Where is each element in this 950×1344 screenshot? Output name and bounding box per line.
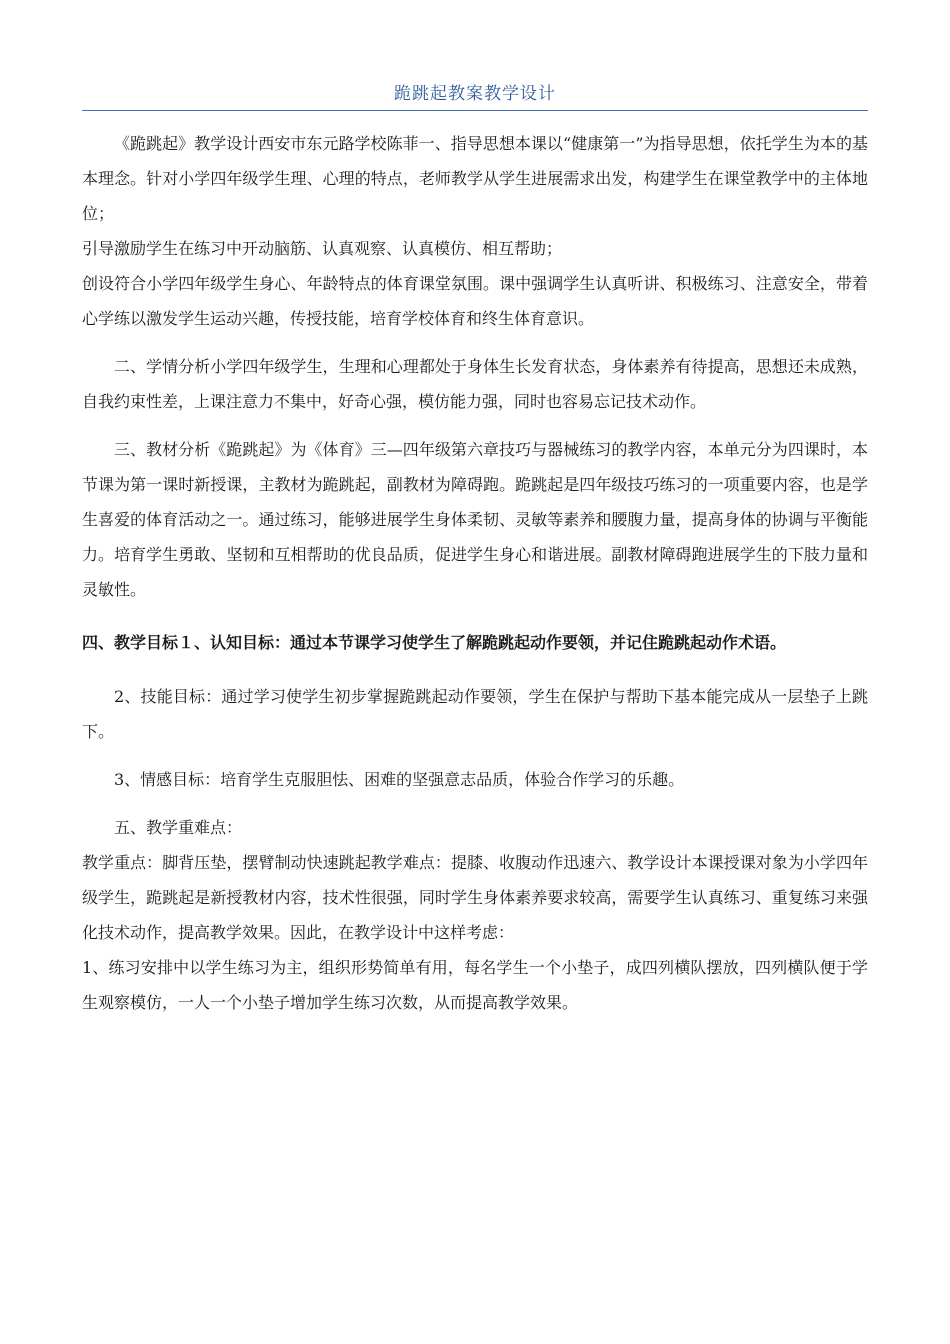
- page-title: 跪跳起教案教学设计: [394, 84, 556, 104]
- page-header: [82, 84, 868, 111]
- paragraph-teaching-goals: 四、教学目标１、认知目标：通过本节课学习使学生了解跪跳起动作要领，并记住跪跳起动作术语。: [82, 633, 787, 652]
- paragraph-key-points-heading: 五、教学重难点：: [114, 818, 243, 837]
- paragraph-emotion-goal: 3、情感目标：培育学生克服胆怯、困难的坚强意志品质，体验合作学习的乐趣。: [114, 770, 685, 789]
- paragraph-atmosphere: 创设符合小学四年级学生身心、年龄特点的体育课堂氛围。课中强调学生认真听讲、积极练习、注意安全，带着心学练以激发学生运动兴趣，传授技能，培育学校体育和终生体育意识。: [82, 274, 868, 328]
- paragraph-skill-goal: 2、技能目标：通过学习使学生初步掌握跪跳起动作要领，学生在保护与帮助下基本能完成从一层垫子上跳下。: [82, 687, 868, 741]
- paragraph-key-points: 教学重点：脚背压垫，摆臂制动快速跳起教学难点：提膝、收腹动作迅速六、教学设计本课授课对象为小学四年级学生，跪跳起是新授教材内容，技术性很强，同时学生身体素养要求较高，需要学生认真练习、重复练习来强化技术动作，提高教学效果。因此，在教学设计中这样考虑：: [82, 853, 868, 942]
- document-body: [82, 126, 868, 1020]
- paragraph-practice-arrangement: 1、练习安排中以学生练习为主，组织形势简单有用，每名学生一个小垫子，成四列横队摆放，四列横队便于学生观察模仿，一人一个小垫子增加学生练习次数，从而提高教学效果。: [82, 958, 868, 1012]
- paragraph-intro: 《跪跳起》教学设计西安市东元路学校陈菲一、指导思想本课以“健康第一”为指导思想，依托学生为本的基本理念。针对小学四年级学生理、心理的特点，老师教学从学生进展需求出发，构建学生在课堂教学中的主体地位；: [82, 134, 868, 223]
- paragraph-guidance: 引导激励学生在练习中开动脑筋、认真观察、认真模仿、相互帮助；: [82, 239, 563, 258]
- paragraph-material-analysis: 三、教材分析《跪跳起》为《体育》三—四年级第六章技巧与器械练习的教学内容，本单元分为四课时，本节课为第一课时新授课，主教材为跪跳起，副教材为障碍跑。跪跳起是四年级技巧练习的一项重要内容，也是学生喜爱的体育活动之一。通过练习，能够进展学生身体柔韧、灵敏等素养和腰腹力量，提高身体的协调与平衡能力。培育学生勇敢、坚韧和互相帮助的优良品质，促进学生身心和谐进展。副教材障碍跑进展学生的下肢力量和灵敏性。: [82, 440, 868, 599]
- paragraph-student-analysis: 二、学情分析小学四年级学生，生理和心理都处于身体生长发育状态，身体素养有待提高，思想还未成熟，自我约束性差，上课注意力不集中，好奇心强，模仿能力强，同时也容易忘记技术动作。: [82, 357, 868, 411]
